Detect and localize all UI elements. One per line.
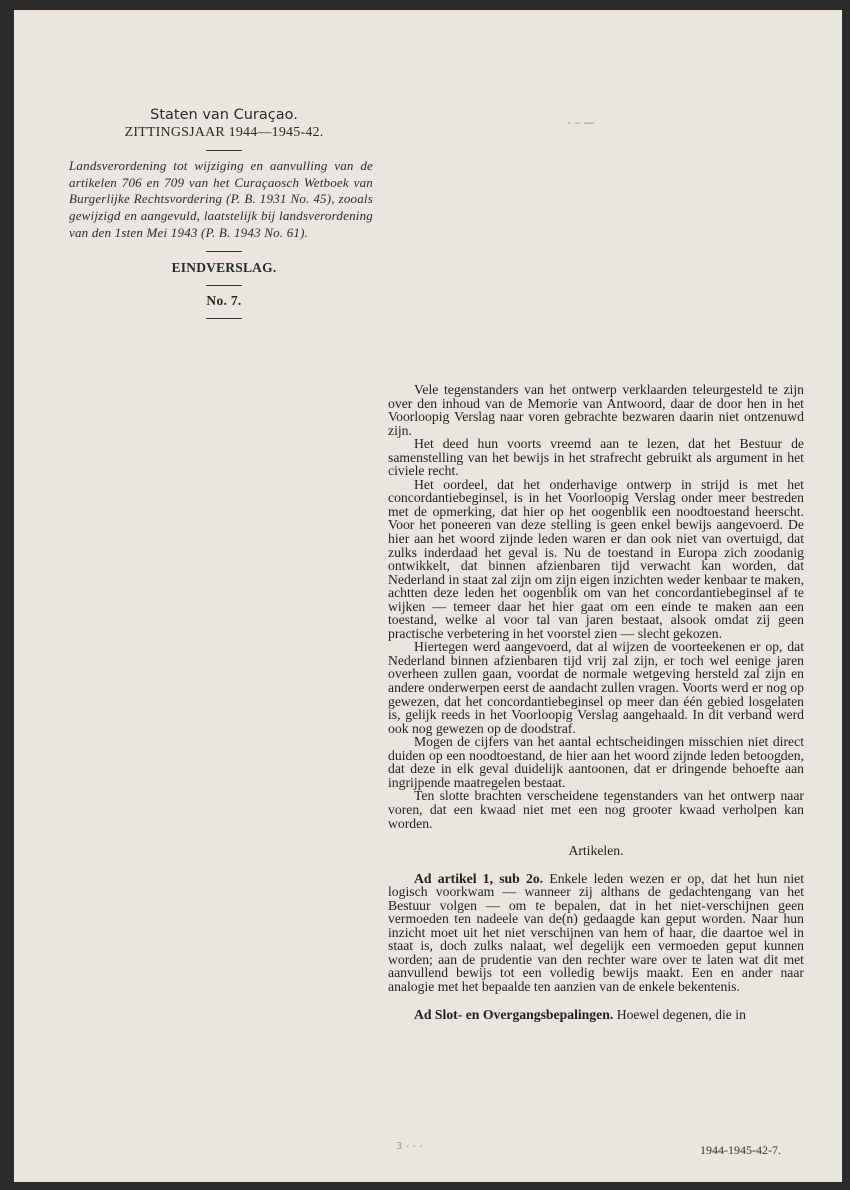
slot-text: Hoewel degenen, die in — [616, 1006, 746, 1022]
report-title: EINDVERSLAG. — [171, 259, 277, 275]
divider — [206, 285, 242, 286]
paragraph: Ten slotte brachten verscheidene tegenstanders van het ontwerp naar voren, dat een kwaad niet met een nog grooter kwaad verholpen kan worden. — [388, 788, 804, 831]
article-1-text: Enkele leden wezen er op, dat het hun niet logisch voorkwam — wanneer zij althans de gedachtengang van het Bestuur volgen — om te bepalen, dat in het niet-verschijnen geen vermoeden ten nadeele van de(n) gedaagde kan geput worden. Naar hun inzicht moet uit het niet verschijnen van hem of haar, die daartoe wel in staat is, doch zulks nalaat, wel degelijk een vermoeden geput kunnen worden; aan de prudentie van den rechter ware over te laten wat dit met aanvullend bewijs tot een volledig bewijs maakt. Een en ander naar analogie met het bepaalde ten aanzien van de enkele bekentenis. — [388, 870, 804, 994]
report-body — [388, 383, 804, 1021]
ink-smudge: - – — — [567, 116, 595, 129]
article-1-label: Ad artikel 1, sub 2o. — [414, 870, 544, 886]
section-heading: Artikelen. — [568, 843, 624, 859]
paragraph: Vele tegenstanders van het ontwerp verklaarden teleurgesteld te zijn over den inhoud van de Memorie van Antwoord, daar de door hen in het Voorloopig Verslag naar voren gebrachte bezwaren daarin niet ontzenuwd zijn. — [388, 382, 804, 438]
article-1-paragraph — [388, 872, 804, 994]
session-year: ZITTINGSJAAR 1944—1945-42. — [124, 125, 324, 140]
paragraph: Hiertegen werd aangevoerd, dat al wijzen de voorteekenen er op, dat Nederland binnen afzienbaren tijd vrij zal zijn, er toch wel eenige jaren overheen zullen gaan, voordat de normale wetgeving hersteld zal zijn en andere onderwerpen eerst de aandacht zullen vragen. Voorts werd er nog op gewezen, dat het concordantiebeginsel op meer dan één gebied losgelaten is, gelijk reeds in het Voorloopig Verslag aangehaald. In dit verband werd ook nog gewezen op de doodstraf. — [388, 639, 804, 736]
divider — [206, 150, 242, 151]
ordinance-description: Landsverordening tot wijziging en aanvulling van de artikelen 706 en 709 van het Curaçaosch Wetboek van Burgerlijke Rechtsvordering (P. B. 1931 No. 45), zooals gewijzigd en aangevuld, laatstelijk bij landsverordening van den 1sten Mei 1943 (P. B. 1943 No. 61). — [69, 158, 373, 240]
paragraph: Het oordeel, dat het onderhavige ontwerp in strijd is met het concordantiebeginsel, is in het Voorloopig Verslag onder meer bestreden met de opmerking, dat hier op het oogenblik een noodtoestand heerscht. Voor het poneeren van deze stelling is geen enkel bewijs aangevoerd. De hier aan het woord zijnde leden waren er dan ook niet van overtuigd, dat zulks inderdaad het geval is. Nu de toestand in Europa zich zoodanig ontwikkelt, dat binnen afzienbaren tijd verwacht kan worden, dat Nederland in staat zal zijn om zijn eigen inzichten weder kenbaar te maken, achtten deze leden het oogenblik om van het concordantiebeginsel af te wijken — temeer daar het hier gaat om een einde te maken aan een toestand, welke al voor tal van jaren bestaat, alsook omdat zij geen practische verbetering in het voorstel zien — slecht gekozen. — [388, 476, 804, 641]
paragraph: Mogen de cijfers van het aantal echtscheidingen misschien niet direct duiden op een noodtoestand, de hier aan het woord zijnde leden betoogden, dat deze in elk geval duidelijk aantoonen, dat er dringende behoefte aan ingrijpende maatregelen bestaat. — [388, 734, 804, 790]
slot-label: Ad Slot- en Overgangsbepalingen. — [414, 1006, 614, 1022]
document-header — [69, 106, 379, 326]
divider — [206, 251, 242, 252]
divider — [206, 318, 242, 319]
document-page — [14, 10, 842, 1182]
parliament-title: Staten van Curaçao. — [150, 107, 298, 123]
footer-mark: 3 - - - — [396, 1141, 423, 1152]
report-number: No. 7. — [206, 292, 242, 308]
slot-paragraph — [388, 1008, 804, 1022]
page-reference: 1944-1945-42-7. — [700, 1143, 781, 1157]
paragraph: Het deed hun voorts vreemd aan te lezen, dat het Bestuur de samenstelling van het bewijs in het strafrecht gebruikt als argument in het civiele recht. — [388, 436, 804, 479]
